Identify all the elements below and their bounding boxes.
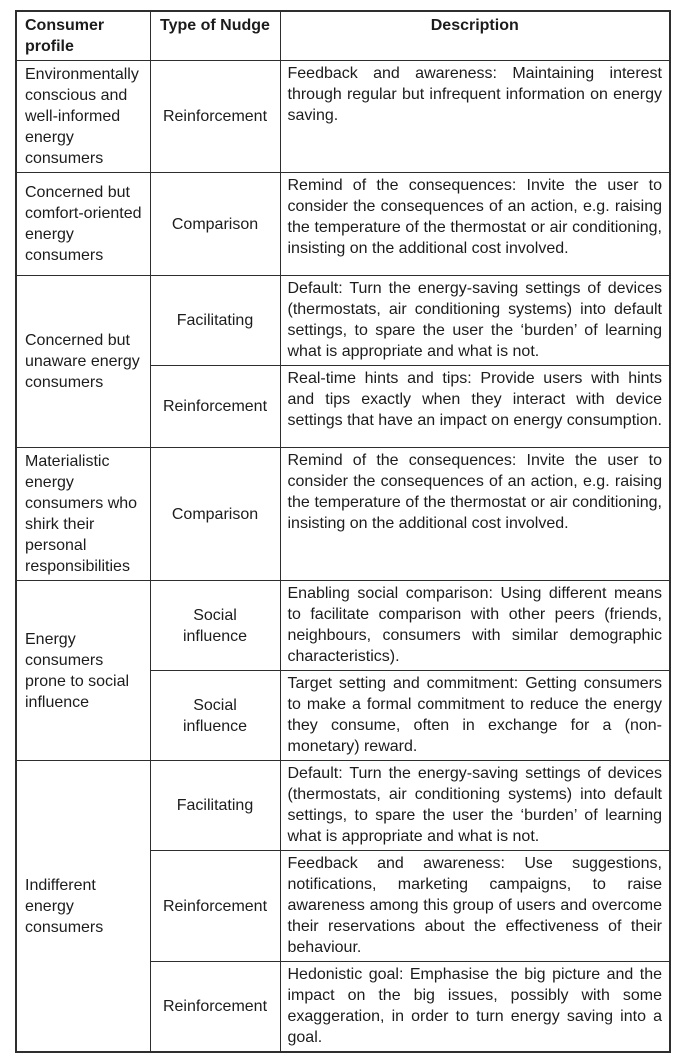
nudge-type-label: Social influence [182,696,248,735]
nudge-type-label: Facilitating [176,312,254,329]
nudge-type-label: Reinforcement [162,897,268,915]
consumer-profile-cell: Concerned but unaware energy consumers [16,276,150,448]
consumer-profile-cell: Concerned but comfort-oriented energy consumers [16,173,150,276]
header-type-of-nudge: Type of Nudge [150,11,280,61]
table-body [16,61,670,1053]
nudge-type-label: Social influence [182,606,248,645]
table-row [16,448,670,581]
consumer-profile-cell: Energy consumers prone to social influence [16,581,150,761]
table-row [16,276,670,366]
nudge-type-label: Facilitating [176,797,254,814]
nudge-type-cell [150,366,280,448]
nudge-type-cell [150,851,280,962]
nudge-type-cell [150,276,280,366]
description-cell: Default: Turn the energy-saving settings of devices (thermostats, air conditioning systems) into default settings, to spare the user the ‘burden’ of learning what is appropriate and what is not. [280,276,670,366]
description-cell: Remind of the consequences: Invite the user to consider the consequences of an action, e.g. raising the temperature of the thermostat or air conditioning, insisting on the additional cost involved. [280,448,670,581]
consumer-profile-cell: Materialistic energy consumers who shirk their personal responsibilities [16,448,150,581]
table-row [16,581,670,671]
nudge-type-label: Reinforcement [162,998,268,1015]
description-cell: Hedonistic goal: Emphasise the big picture and the impact on the big issues, possibly with some exaggeration, in order to turn energy saving into a goal. [280,962,670,1053]
consumer-profile-cell: Environmentally conscious and well-informed energy consumers [16,61,150,173]
nudge-table [15,10,671,1053]
nudge-type-label: Comparison [171,505,259,523]
description-cell: Real-time hints and tips: Provide users with hints and tips exactly when they interact with device settings that have an impact on energy consumption. [280,366,670,448]
nudge-type-cell [150,962,280,1053]
consumer-profile-cell: Indifferent energy consumers [16,761,150,1053]
nudge-type-cell [150,581,280,671]
nudge-type-label: Reinforcement [162,108,268,125]
nudge-type-cell [150,448,280,581]
description-cell: Enabling social comparison: Using different means to facilitate comparison with other peers (friends, neighbours, consumers with similar demographic characteristics). [280,581,670,671]
table-row [16,173,670,276]
nudge-type-cell [150,61,280,173]
nudge-type-label: Reinforcement [162,398,268,415]
table-row [16,761,670,851]
header-row [16,11,670,61]
nudge-type-cell [150,671,280,761]
header-description: Description [280,11,670,61]
table-row [16,61,670,173]
nudge-type-cell [150,173,280,276]
description-cell: Default: Turn the energy-saving settings of devices (thermostats, air conditioning systems) into default settings, to spare the user the ‘burden’ of learning what is appropriate and what is not. [280,761,670,851]
header-consumer-profile: Consumer profile [16,11,150,61]
description-cell: Feedback and awareness: Use suggestions, notifications, marketing campaigns, to raise awareness among this group of users and overcome their reservations about the effectiveness of their behaviour. [280,851,670,962]
nudge-type-cell [150,761,280,851]
description-cell: Feedback and awareness: Maintaining interest through regular but infrequent information on energy saving. [280,61,670,173]
description-cell: Target setting and commitment: Getting consumers to make a formal commitment to reduce the energy they consume, often in exchange for a (non-monetary) reward. [280,671,670,761]
nudge-type-label: Comparison [171,215,259,233]
description-cell: Remind of the consequences: Invite the user to consider the consequences of an action, e.g. raising the temperature of the thermostat or air conditioning, insisting on the additional cost involved. [280,173,670,276]
